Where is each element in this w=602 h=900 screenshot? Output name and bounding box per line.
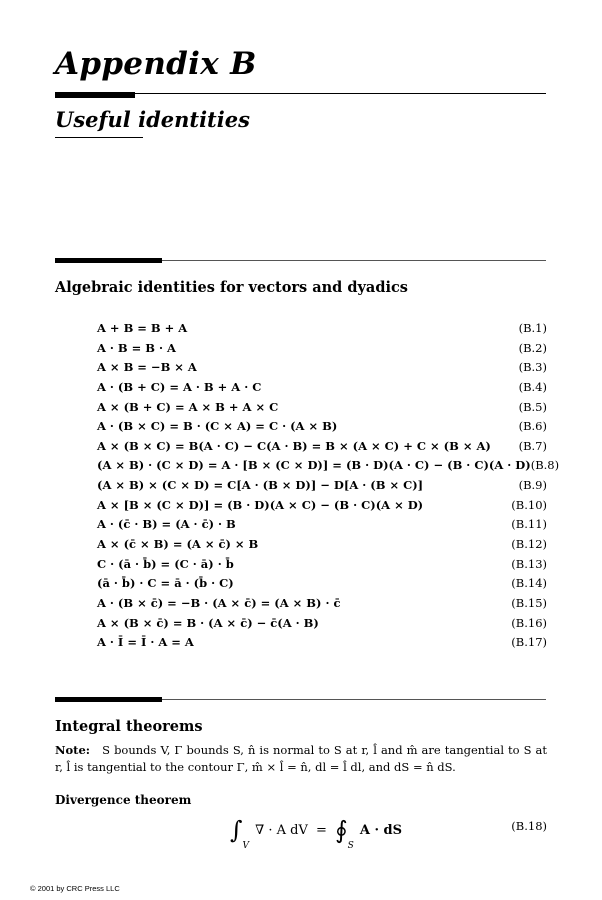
- equation-row: [97, 341, 547, 361]
- volume-integral-sign: ∫: [230, 816, 243, 844]
- equation-row: [97, 478, 547, 498]
- equation-number: (B.13): [511, 556, 547, 571]
- equation-number: (B.9): [518, 478, 547, 493]
- equation-row: [97, 360, 547, 380]
- equation-number: (B.11): [511, 517, 547, 532]
- equation-number: (B.6): [518, 419, 547, 434]
- equation-text: A · (B + C) = A · B + A · C: [97, 379, 262, 394]
- section-heading-algebraic: Algebraic identities for vectors and dyadics: [55, 279, 408, 296]
- equation-text: A · Ī = Ī · A = A: [97, 635, 194, 650]
- volume-subscript: V: [242, 840, 250, 851]
- equation-row: [97, 616, 547, 636]
- equation-row: [97, 635, 547, 655]
- equation-number: (B.10): [511, 497, 547, 512]
- divergence-formula: [230, 812, 403, 851]
- title-rule-thin: [135, 93, 546, 94]
- equation-text: A × [B × (C × D)] = (B · D)(A × C) − (B · C)(A × D): [97, 497, 424, 512]
- equation-number: (B.7): [518, 438, 547, 453]
- lhs-integrand: ∇ · A dV: [255, 823, 308, 838]
- section-divider-line: [162, 260, 546, 261]
- equation-row: [97, 498, 547, 518]
- equation-number: (B.8): [530, 458, 560, 473]
- divergence-heading: Divergence theorem: [55, 793, 192, 807]
- equation-number: (B.5): [518, 399, 547, 414]
- equation-text: A · (B × C) = B · (C × A) = C · (A × B): [97, 419, 338, 434]
- appendix-title: Appendix B: [55, 46, 257, 82]
- equation-text: C · (ā · b̄) = (C · ā) · b̄: [97, 556, 234, 571]
- equation-row: [97, 321, 547, 341]
- equation-row: [97, 557, 547, 577]
- subtitle-underline: [55, 137, 143, 138]
- equation-text: (A × B) × (C × D) = C[A · (B × D)] − D[A · (B × C)]: [97, 478, 424, 493]
- surface-integral-sign: ∮: [335, 816, 348, 844]
- equation-text: A · (c̄ · B) = (A · c̄) · B: [97, 517, 236, 532]
- surface-subscript: S: [347, 840, 354, 851]
- equation-text: A × (B × C) = B(A · C) − C(A · B) = B × (A × C) + C × (B × A): [97, 438, 491, 453]
- equation-text: A + B = B + A: [97, 321, 188, 335]
- equation-row: [97, 596, 547, 616]
- note-label: Note:: [55, 743, 91, 757]
- section-heading-integral: Integral theorems: [55, 718, 203, 735]
- equation-text: A · B = B · A: [97, 340, 176, 355]
- divergence-equation: [230, 812, 547, 852]
- section-divider-bar: [55, 697, 162, 702]
- rhs-integrand: A · dS: [359, 823, 403, 838]
- equation-text: A × (B × c̄) = B · (A × c̄) − c̄(A · B): [97, 615, 319, 630]
- equation-row: [97, 517, 547, 537]
- equation-text: (A × B) · (C × D) = A · [B × (C × D)] = (B · D)(A · C) − (B · C)(A · D): [97, 458, 531, 473]
- note-paragraph: [55, 742, 547, 776]
- equation-row: [97, 576, 547, 596]
- equation-row: [97, 419, 547, 439]
- title-rule-thick: [55, 92, 135, 98]
- equation-number: (B.4): [518, 379, 547, 394]
- equation-text: A × (B + C) = A × B + A × C: [97, 399, 279, 414]
- copyright-footer: © 2001 by CRC Press LLC: [30, 884, 120, 893]
- appendix-subtitle: Useful identities: [55, 107, 250, 132]
- equation-row: [97, 458, 560, 478]
- equation-number: (B.1): [518, 321, 547, 335]
- equation-text: (ā · b̄) · C = ā · (b̄ · C): [97, 576, 234, 591]
- equation-text: A × B = −B × A: [97, 360, 197, 375]
- equation-number: (B.18): [511, 819, 547, 833]
- equation-text: A · (B × c̄) = −B · (A × c̄) = (A × B) · c̄: [97, 595, 341, 610]
- equation-number: (B.2): [518, 340, 547, 355]
- equation-number: (B.3): [518, 360, 547, 375]
- equation-row: [97, 380, 547, 400]
- equation-row: [97, 400, 547, 420]
- equation-list: [97, 321, 560, 655]
- equation-number: (B.16): [511, 615, 547, 630]
- equation-number: (B.17): [511, 635, 547, 650]
- section-divider-line: [162, 699, 546, 700]
- equation-number: (B.15): [511, 595, 547, 610]
- equation-text: A × (c̄ × B) = (A × c̄) × B: [97, 537, 259, 552]
- section-divider-bar: [55, 258, 162, 263]
- equation-row: [97, 537, 547, 557]
- equation-number: (B.12): [511, 537, 547, 552]
- note-text: S bounds V, Γ bounds S, n̂ is normal to S at r, l̂ and m̂ are tangential to S at r, l̂ is tangential to the contour Γ, m̂ × l̂ = n̂, dl = l̂ dl, and dS = n̂ dS.: [55, 743, 547, 774]
- equation-number: (B.14): [511, 576, 547, 591]
- equals-sign: =: [316, 823, 327, 838]
- equation-row: [97, 439, 547, 459]
